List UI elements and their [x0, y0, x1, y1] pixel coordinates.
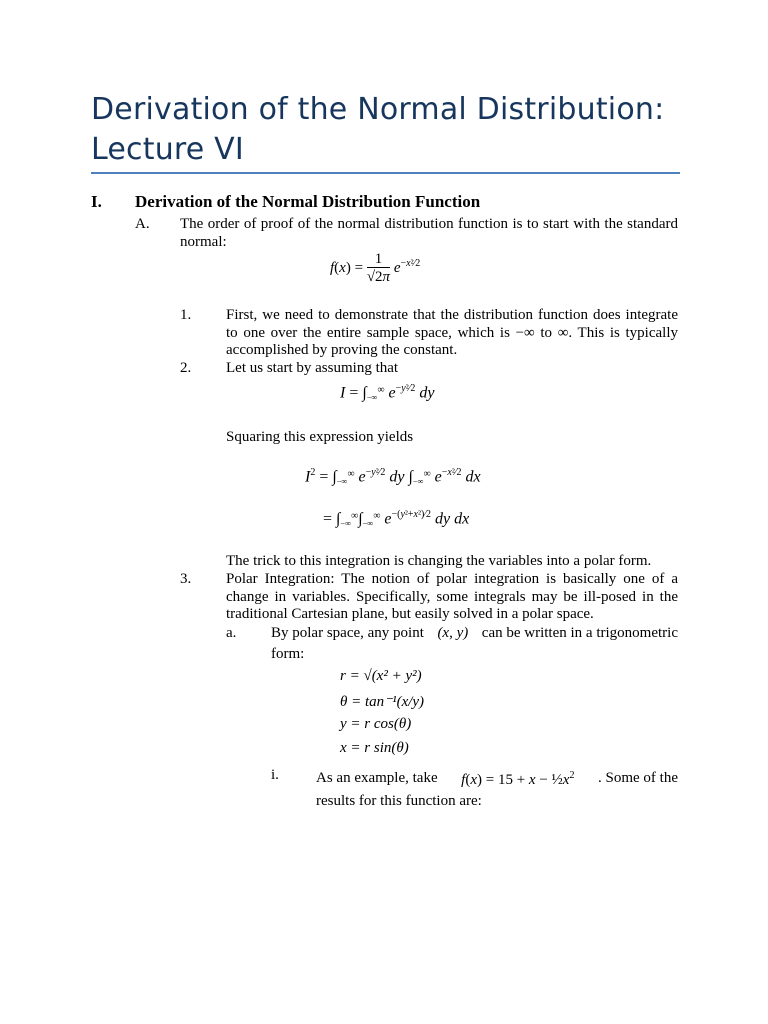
item-a-sub-text-after: can be written in a trigonometric	[481, 625, 678, 641]
polar-eq-y: y = r cos(θ)	[340, 716, 412, 732]
page-title	[91, 90, 691, 170]
item-i-text-after: . Some of the	[597, 769, 678, 786]
title-line-1: Derivation of the Normal Distribution:	[91, 92, 665, 127]
item-3-label: 3.	[180, 571, 192, 587]
title-line-2: Lecture VI	[91, 132, 244, 167]
squaring-text: Squaring this expression yields	[226, 429, 414, 445]
item-i-text-before: As an example, take	[316, 769, 438, 786]
item-a-sub-line1	[271, 625, 678, 643]
polar-eq-theta: θ = tan⁻¹(x/y)	[340, 694, 425, 710]
equation-double-integral: = $\int_{-\infty}^\infty\int_{-\infty}^\infty$ $e^{-(y^2+x^2)⁄2}$ dy dx	[323, 509, 470, 529]
polar-eq-x: x = r sin(θ)	[340, 740, 409, 756]
item-i-line2: results for this function are:	[316, 793, 482, 809]
section-number: I.	[91, 192, 102, 211]
item-a-sub-line2: form:	[271, 646, 305, 662]
item-a-sub-point: (x, y)	[437, 625, 469, 641]
equation-standard-normal: f(x) = $\frac{1}{√2\pi}$ $e^{-x^2⁄2}$	[330, 251, 421, 285]
title-divider	[91, 172, 680, 174]
item-a-label: A.	[135, 216, 150, 232]
item-a-sub-label: a.	[226, 625, 237, 641]
trick-text: The trick to this integration is changing the variables into a polar form.	[226, 553, 652, 569]
item-a-sub-text-before: By polar space, any point	[271, 625, 424, 641]
item-1-label: 1.	[180, 307, 192, 323]
polar-eq-r: r = √(x² + y²)	[340, 668, 422, 684]
item-2-label: 2.	[180, 360, 192, 376]
item-i-line1	[316, 767, 678, 790]
item-2-text: Let us start by assuming that	[226, 360, 399, 376]
item-1-text: First, we need to demonstrate that the distribution function does integrate to one over the entire sample space, which is −∞ to ∞. This is typically accomplished by proving the constant.	[226, 307, 678, 358]
item-3-text: Polar Integration: The notion of polar integration is basically one of a change in variables. Specifically, some integrals may be ill-posed in the traditional Cartesian plane, but easily solved in a polar space.	[226, 571, 678, 622]
item-i-label: i.	[271, 767, 279, 783]
equation-example: $f(x) = 15 + x - \frac{1}{2}x^2$	[461, 770, 575, 788]
equation-i-squared: $I^2 = \int_{-\infty}^\infty$ $e^{-y^2⁄2}$ dy $\int_{-\infty}^\infty$ $e^{-x^2⁄2}$ dx	[305, 467, 481, 487]
item-a-text: The order of proof of the normal distribution function is to start with the standard normal:	[180, 216, 678, 250]
section-title: Derivation of the Normal Distribution Function	[135, 192, 481, 211]
equation-integral-i: $I = \int_{-\infty}^\infty$ $e^{-y^2⁄2}$ dy	[340, 383, 435, 403]
